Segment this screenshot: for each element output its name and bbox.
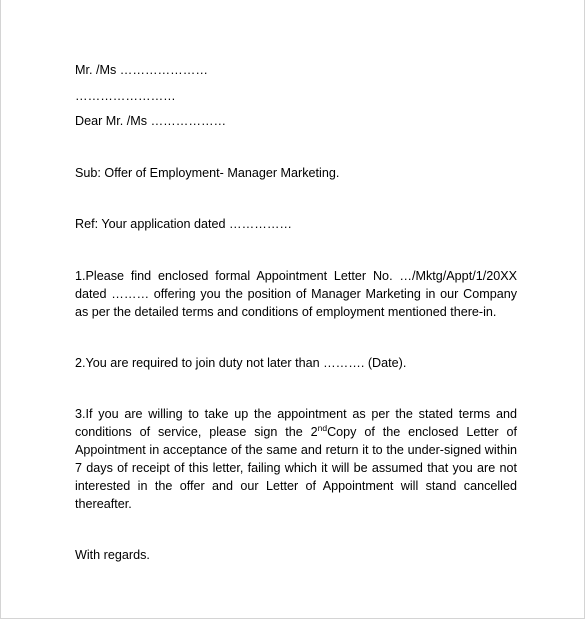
paragraph-3-line-1: 3.If you are willing to take up the appointment as per the stated terms and: [75, 407, 517, 421]
paragraph-1: [75, 267, 517, 321]
paragraph-3-line-2-end: Copy of the enclosed Letter of: [327, 425, 517, 439]
address-line: ……………………: [75, 89, 176, 103]
paragraph-3-line-2: [75, 423, 517, 441]
paragraph-3-line-4: 7 days of receipt of this letter, failing which it will be assumed that you are not: [75, 461, 517, 475]
ordinal-suffix: nd: [317, 423, 328, 433]
paragraph-1-line-2: dated ……… offering you the position of Manager Marketing in our Company: [75, 287, 517, 301]
paragraph-3-line-3: Appointment in acceptance of the same and return it to the under-signed within: [75, 443, 517, 457]
paragraph-1-line-1: 1.Please find enclosed formal Appointment Letter No. …/Mktg/Appt/1/20XX: [75, 269, 517, 283]
paragraph-3: [75, 405, 517, 513]
paragraph-3-line-5: interested in the offer and our Letter of Appointment will stand cancelled: [75, 479, 517, 493]
addressee-line: Mr. /Ms …………………: [75, 63, 208, 77]
subject-line: Sub: Offer of Employment- Manager Marketing.: [75, 166, 340, 180]
salutation: Dear Mr. /Ms ………………: [75, 114, 227, 128]
paragraph-2: 2.You are required to join duty not later than ………. (Date).: [75, 356, 407, 370]
closing-line: With regards.: [75, 548, 150, 562]
paragraph-1-line-3: as per the detailed terms and conditions of employment mentioned there-in.: [75, 305, 497, 319]
reference-line: Ref: Your application dated ……………: [75, 217, 293, 231]
paragraph-3-line-6: thereafter.: [75, 497, 132, 511]
paragraph-3-line-2-start: conditions of service, please sign the 2: [75, 425, 318, 439]
